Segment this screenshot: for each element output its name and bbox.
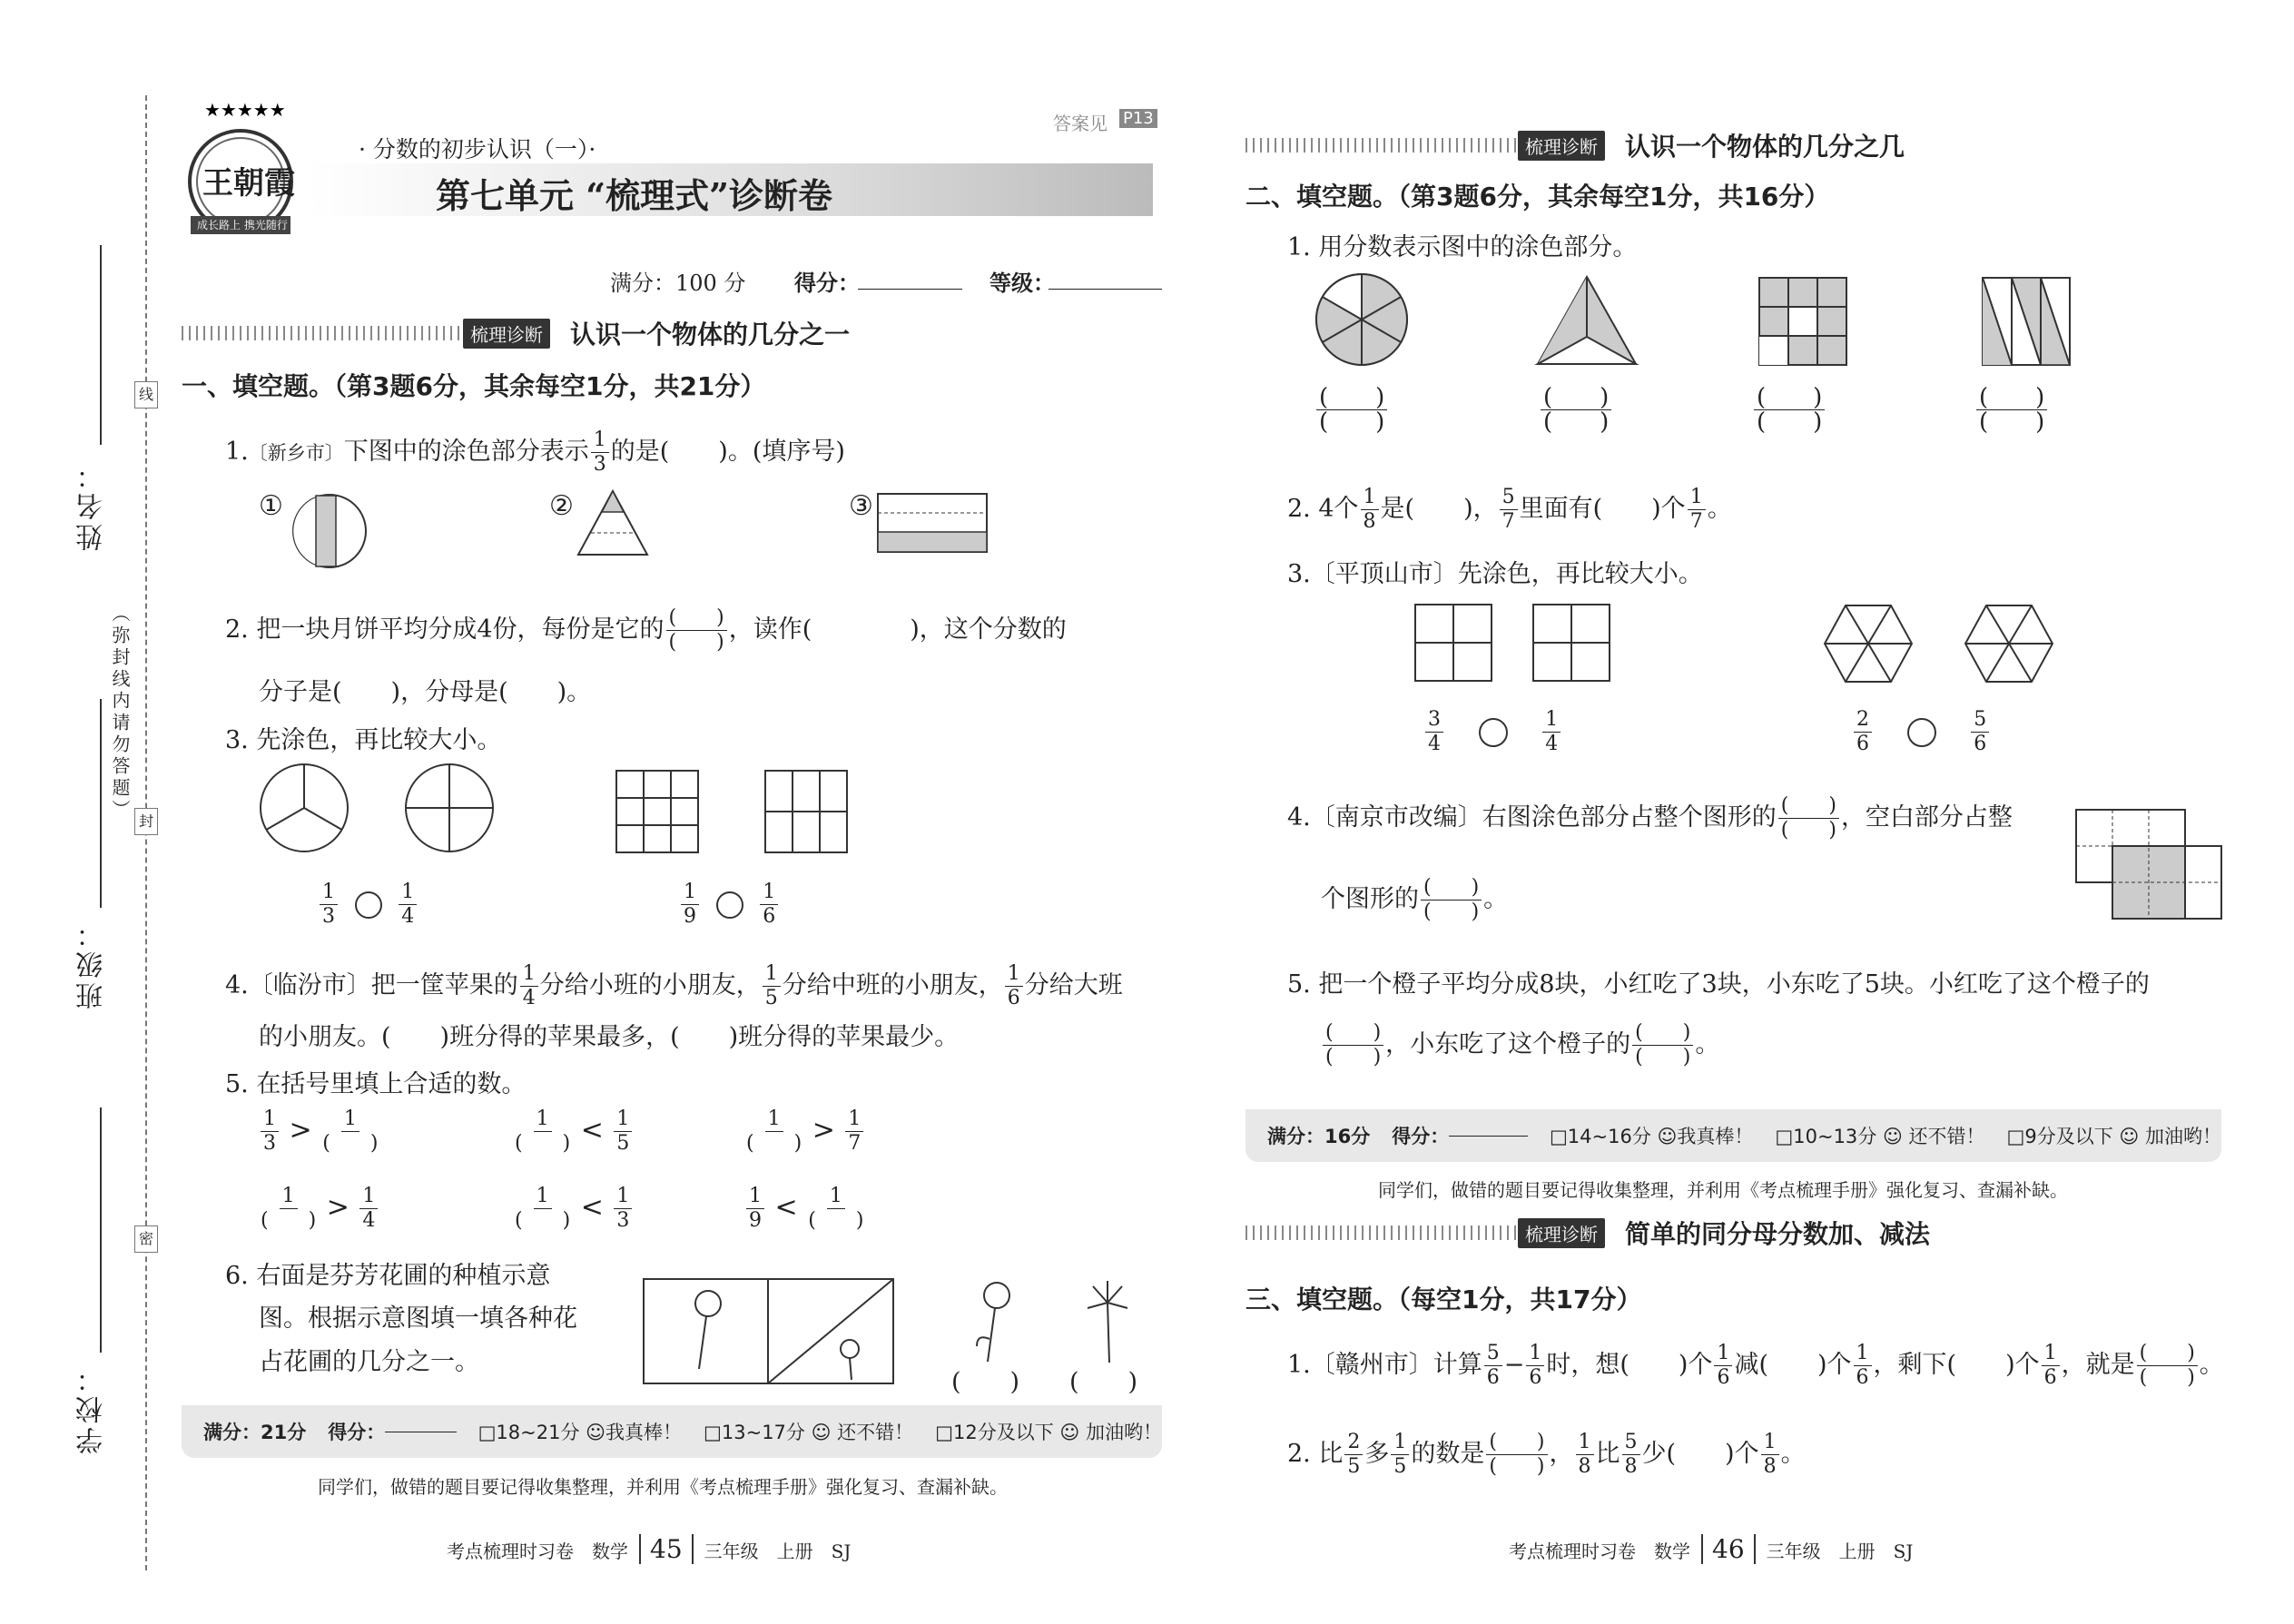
compare-circle[interactable] (1479, 718, 1508, 747)
inequality: $\frac{1}{( )}$ < $\frac{1}{3}$ (513, 1185, 634, 1233)
question-1 (225, 428, 845, 477)
fraction-blank[interactable]: $\frac{( )}{( )}$ (1974, 386, 2049, 434)
overlap-figure (2074, 808, 2229, 926)
question-5: 5. 把一个橙子平均分成8块，小红吃了3块，小东吃了5块。小红吃了这个橙子的 (1287, 970, 2150, 999)
q-text: 占花圃的几分之一。 (259, 1348, 479, 1376)
answer-paren[interactable]: ( ) (951, 1368, 1020, 1396)
fraction-blank[interactable]: $\frac{( )}{( )}$ (1632, 1021, 1693, 1069)
q-tag: 〔新乡市〕 (248, 442, 344, 464)
logo-slogan: 成长路上 携光随行 (197, 219, 288, 231)
dash-rule (182, 326, 463, 340)
grid-sixths (764, 770, 851, 856)
dash-rule (1245, 138, 1518, 153)
seal-mark: 线 (134, 381, 158, 408)
circle-figure (289, 490, 370, 572)
rating-option[interactable]: □12分及以下 ☺ 加油哟！ (935, 1422, 1162, 1443)
compare-pair: $\frac{2}{6}$ $\frac{5}{6}$ (1852, 708, 1991, 756)
class-field[interactable] (100, 699, 102, 908)
part-three-title: 三、填空题。（每空1分，共17分） (1245, 1284, 1642, 1314)
square-quarters (1414, 604, 1496, 685)
parallelogram-figure (1982, 277, 2072, 368)
rating-option[interactable]: □10~13分 ☺ 还不错！ (1775, 1126, 1985, 1147)
question-3: 3. 先涂色，再比较大小。 (225, 726, 502, 754)
fraction-blank[interactable]: $\frac{( )}{( )}$ (1486, 1431, 1547, 1479)
question-6: 6. 右面是芬芳花圃的种植示意 (225, 1262, 551, 1290)
class-label: 班级： (76, 917, 108, 1009)
fraction-blank[interactable]: $\frac{( )}{( )}$ (666, 606, 727, 655)
review-note: 同学们，做错的题目要记得收集整理，并利用《考点梳理手册》强化复习、查漏补缺。 (1378, 1179, 2068, 1201)
hexagon-sixths (1964, 604, 2054, 685)
q-text: 的小朋友。( )班分得的苹果最多，( )班分得的苹果最少。 (259, 1023, 960, 1051)
fraction: $\frac{1}{3}$ (591, 428, 609, 477)
grade-field[interactable] (1049, 289, 1162, 290)
option-label: ③ (849, 490, 873, 522)
fraction-blank[interactable]: $\frac{( )}{( )}$ (1778, 794, 1839, 842)
rating-option[interactable]: □13~17分 ☺ 还不错！ (704, 1422, 914, 1443)
seal-note: （弥封线内请勿答题） (109, 604, 131, 822)
question-4: 4.〔南京市改编〕右图涂色部分占整个图形的 $\frac{( )}{( )}$ ，空白部分占整 (1287, 794, 2013, 842)
circle-sixths (1314, 272, 1414, 372)
section-title: 认识一个物体的几分之一 (570, 320, 851, 349)
score-bar: 满分：16分 得分： □14~16分 ☺我真棒！ □10~13分 ☺ 还不错！ □9分及以下 ☺ 加油哟！ (1245, 1109, 2221, 1162)
hexagon-sixths (1823, 604, 1914, 685)
inequality: $\frac{1}{( )}$ > $\frac{1}{4}$ (259, 1185, 379, 1233)
option-label: ① (259, 490, 283, 522)
fraction-blank[interactable]: $\frac{( )}{( )}$ (1752, 386, 1826, 434)
fraction-blank[interactable]: $\frac{( )}{( )}$ (1421, 876, 1482, 924)
grade-label: 等级： (989, 270, 1055, 296)
fraction-blank[interactable]: $\frac{( )}{( )}$ (1539, 386, 1613, 434)
rating-option[interactable]: □14~16分 ☺我真棒！ (1549, 1126, 1754, 1147)
q-text: 分子是( )，分母是( )。 (259, 678, 592, 706)
section-title: 简单的同分母分数加、减法 (1625, 1219, 1931, 1249)
school-label: 学校： (76, 1362, 108, 1454)
q-text: 2. 把一块月饼平均分成4份，每份是它的 (225, 615, 665, 644)
fraction-blank[interactable]: $\frac{( )}{( )}$ (1323, 1021, 1383, 1069)
triangle-figure (576, 487, 649, 560)
fraction-blank[interactable]: $\frac{( )}{( )}$ (2137, 1342, 2198, 1390)
answer-ref: 答案见 (1053, 113, 1108, 134)
part-two-title: 二、填空题。（第3题6分，其余每空1分，共16分） (1245, 182, 1830, 212)
fraction-blank[interactable]: $\frac{( )}{( )}$ (1314, 386, 1389, 434)
question-4-line2: 个图形的 $\frac{( )}{( )}$ 。 (1321, 876, 1509, 923)
page-number: 45 (639, 1534, 694, 1564)
question-2: 2. 4个 $\frac{1}{8}$ 是( )， $\frac{5}{7}$ 里面有( )个 $\frac{1}{7}$ 。 (1287, 486, 1732, 533)
option-label: ② (549, 490, 574, 522)
section-badge: 梳理诊断 (463, 319, 550, 349)
compare-circle[interactable] (716, 891, 743, 919)
q-text: ，读作( )，这个分数的 (728, 615, 1067, 644)
question-1: 1. 用分数表示图中的涂色部分。 (1287, 233, 1638, 261)
q-num: 1. (225, 438, 249, 466)
inequality: $\frac{1}{( )}$ > $\frac{1}{7}$ (744, 1107, 865, 1156)
inequality: $\frac{1}{9}$ < $\frac{1}{( )}$ (744, 1185, 865, 1233)
section-header (1245, 1219, 2221, 1249)
page-footer: 考点梳理时习卷 数学 45 三年级 上册 SJ (447, 1534, 852, 1564)
triangle-thirds (1534, 275, 1643, 370)
seal-mark: 封 (134, 808, 158, 835)
page-title: 第七单元 “梳理式”诊断卷 (436, 175, 832, 216)
inequality: $\frac{1}{3}$ > $\frac{1}{( )}$ (259, 1107, 379, 1156)
page-number: 46 (1701, 1534, 1756, 1564)
rating-option[interactable]: □9分及以下 ☺ 加油哟！ (2006, 1126, 2221, 1147)
q-text: 下图中的涂色部分表示 (343, 438, 589, 466)
logo-brand: 王朝霞 (202, 165, 295, 202)
name-label: 姓名： (76, 458, 108, 551)
circle-thirds (259, 763, 359, 862)
dash-rule (1245, 1225, 1518, 1240)
section-title: 认识一个物体的几分之几 (1625, 132, 1905, 162)
rose-icon (962, 1275, 1026, 1366)
review-note: 同学们，做错的题目要记得收集整理，并利用《考点梳理手册》强化复习、查漏补缺。 (318, 1476, 1008, 1498)
score-label: 得分： (794, 270, 860, 296)
section-badge: 梳理诊断 (1518, 131, 1605, 161)
question-5-line2: $\frac{( )}{( )}$ ，小东吃了这个橙子的 $\frac{( )}{( )}$ 。 (1321, 1021, 1719, 1069)
rating-option[interactable]: □18~21分 ☺我真棒！ (478, 1422, 683, 1443)
question-3-2: 2. 比 $\frac{2}{5}$ 多 $\frac{1}{5}$ 的数是 $\frac{( )}{( )}$ ， $\frac{1}{8}$ 比 $\frac{5}{8}$ 少( )个 $\frac{1}{8}$ 。 (1287, 1431, 1806, 1478)
garden-diagram (643, 1278, 897, 1387)
svg-text:★★★★★: ★★★★★ (204, 99, 286, 121)
lily-icon (1071, 1275, 1144, 1366)
score-field[interactable] (858, 289, 962, 290)
score-bar: 满分：21分 得分： □18~21分 ☺我真棒！ □13~17分 ☺ 还不错！ □12分及以下 ☺ 加油哟！ (182, 1405, 1162, 1458)
compare-circle[interactable] (355, 891, 382, 919)
q-text: 图。根据示意图填一填各种花 (259, 1304, 577, 1333)
rectangle-figure (876, 492, 989, 556)
square-quarters (1532, 604, 1614, 685)
inequality: $\frac{1}{( )}$ < $\frac{1}{5}$ (513, 1107, 634, 1156)
part-one-title: 一、填空题。（第3题6分，其余每空1分，共21分） (182, 371, 766, 401)
compare-pair: $\frac{1}{9}$ $\frac{1}{6}$ (679, 881, 780, 929)
compare-circle[interactable] (1907, 718, 1936, 747)
compare-pair: $\frac{1}{3}$ $\frac{1}{4}$ (318, 881, 418, 929)
question-3: 3.〔平顶山市〕先涂色，再比较大小。 (1287, 560, 1703, 588)
question-2 (225, 606, 1067, 655)
question-4: 4.〔临汾市〕把一筐苹果的 $\frac{1}{4}$ 分给小班的小朋友， $\frac{1}{5}$ 分给中班的小朋友， $\frac{1}{6}$ 分给大班 (225, 962, 1123, 1009)
name-field[interactable] (100, 245, 102, 445)
brand-logo (168, 100, 313, 236)
section-badge: 梳理诊断 (1518, 1218, 1605, 1248)
circle-quarters (404, 763, 504, 862)
subtitle: · 分数的初步认识（一）· (359, 136, 596, 162)
seal-mark: 密 (134, 1225, 158, 1253)
question-3-1: 1.〔赣州市〕计算 $\frac{5}{6}$ − $\frac{1}{6}$ 时，想( )个 $\frac{1}{6}$ 减( )个 $\frac{1}{6}$ ，剩下( )个 $\frac{1}{6}$ ，就是 $\frac{( )}{( )}$ 。 (1287, 1342, 2224, 1389)
full-score: 满分：100 分 (610, 271, 746, 296)
q-text: 的是( )。(填序号) (610, 438, 845, 466)
answer-page: P13 (1119, 109, 1157, 128)
score-field[interactable] (1449, 1136, 1528, 1137)
question-5: 5. 在括号里填上合适的数。 (225, 1070, 527, 1098)
grid-shaded (1758, 277, 1849, 368)
page-footer: 考点梳理时习卷 数学 46 三年级 上册 SJ (1509, 1534, 1914, 1564)
section-header (1245, 132, 2221, 162)
compare-pair: $\frac{3}{4}$ $\frac{1}{4}$ (1423, 708, 1562, 756)
school-field[interactable] (100, 1107, 102, 1353)
section-header (182, 320, 1162, 349)
grid-ninths (615, 770, 702, 856)
answer-paren[interactable]: ( ) (1069, 1368, 1138, 1396)
